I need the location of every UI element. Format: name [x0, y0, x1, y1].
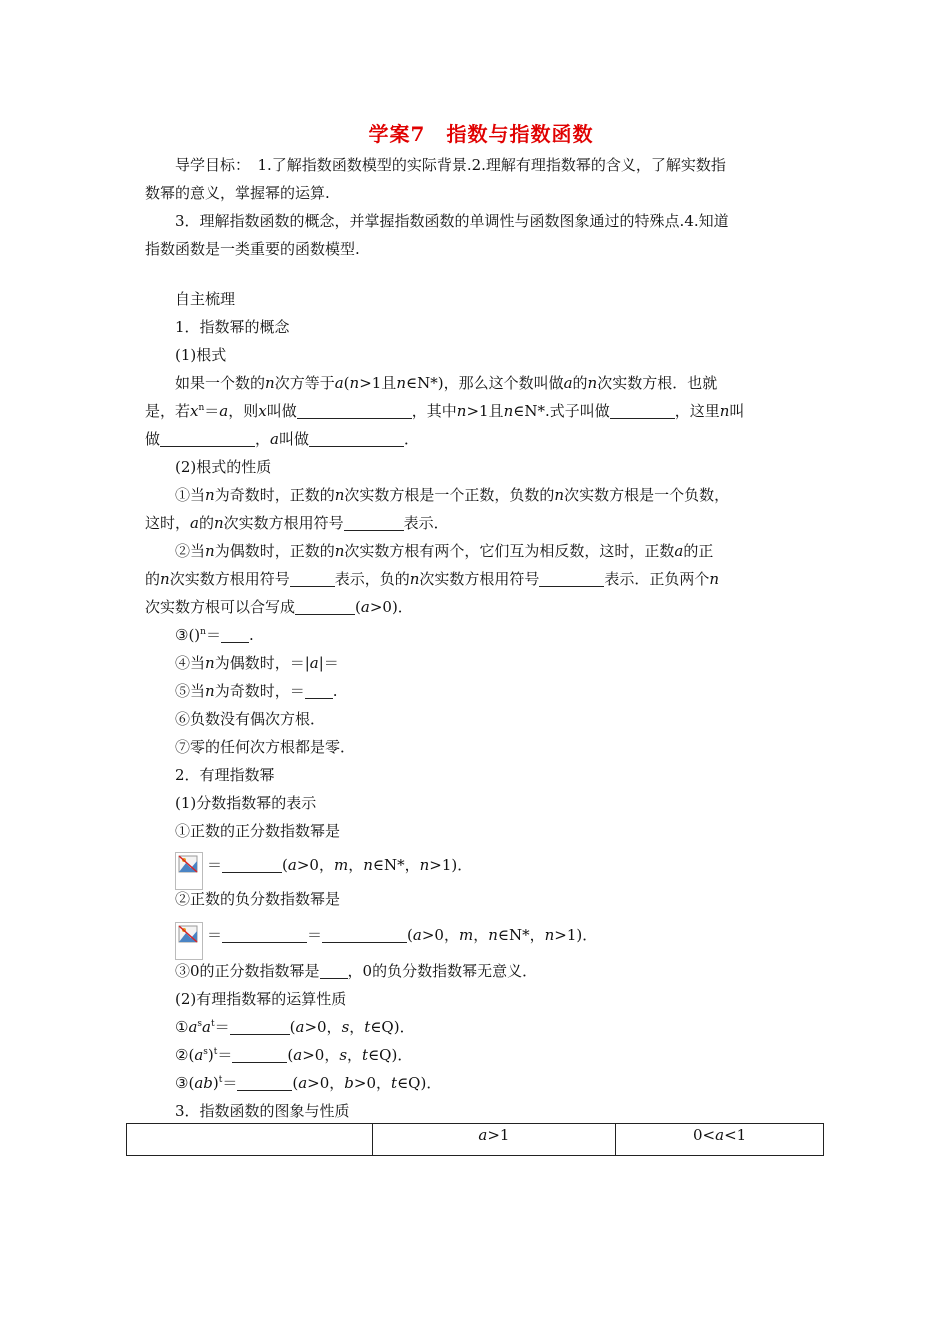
operation-3: ③(ab)$^t$＝ (a>0，b>0，t∈Q)． [175, 1074, 442, 1092]
fill-blank[interactable] [610, 402, 675, 419]
fill-blank[interactable] [290, 570, 335, 587]
page-title: 学案7 指数与指数函数 [368, 122, 594, 146]
property-2-line-3: 次实数方根可以合写成 (a>0)． [145, 598, 413, 616]
property-2-line-1: ②当n为偶数时，正数的n次实数方根有两个，它们互为相反数，这时，正数a的正 [175, 542, 714, 560]
properties-table [126, 1123, 824, 1156]
s3-heading: 3．指数函数的图象与性质 [175, 1102, 350, 1120]
table-header-empty [127, 1124, 373, 1156]
property-2-line-2: 的n次实数方根用符号 表示，负的n次实数方根用符号 表示．正负两个n [145, 570, 720, 588]
goals-line-1: 导学目标： 1.了解指数函数模型的实际背景.2.理解有理指数幂的含义，了解实数指 [175, 156, 726, 174]
broken-image-icon [175, 922, 203, 960]
operation-1: $①a^sa^t= (a>0$，s，t∈Q)． [175, 1018, 415, 1036]
fill-blank[interactable] [237, 1074, 292, 1091]
root-definition-line-2: 是，若$x^n=a$，则x叫做 ，其中n>1且n∈N*.式子叫做 ，这里n叫 [145, 402, 745, 420]
fill-blank[interactable] [297, 402, 412, 419]
property-4: ④当n为偶数时，＝|a|＝ [175, 654, 339, 672]
s2-heading: 2．有理指数幂 [175, 766, 275, 784]
property-1-line-2: 这时，a的n次实数方根用符号 表示． [145, 514, 449, 532]
fill-blank[interactable] [230, 1018, 290, 1035]
s1-sub1: (1)根式 [175, 346, 227, 364]
s2-sub1: (1)分数指数幂的表示 [175, 794, 317, 812]
fill-blank[interactable] [539, 570, 604, 587]
rule-1: ①正数的正分数指数幂是 [175, 822, 341, 840]
property-1-line-1: ①当n为奇数时，正数的n次实数方根是一个正数，负数的n次实数方根是一个负数， [175, 486, 730, 504]
fill-blank[interactable] [222, 856, 282, 873]
section-zizhu: 自主梳理 [175, 290, 236, 308]
root-definition-line-3: 做 ，a叫做 ． [145, 430, 420, 448]
property-3: ③()$^n$＝ . [175, 626, 254, 644]
document-page [145, 118, 817, 1125]
goals-line-2: 数幂的意义，掌握幂的运算. [145, 184, 330, 202]
equation-positive-fraction: ＝ (a>0，m，n∈N*，n>1)． [145, 845, 817, 885]
fill-blank[interactable] [160, 430, 255, 447]
fill-blank[interactable] [221, 626, 249, 643]
rule-3: ③0的正分数指数幂是 ，0的负分数指数幂无意义． [175, 962, 538, 980]
equation-negative-fraction: ＝ ＝ (a>0，m，n∈N*，n>1)． [145, 913, 817, 957]
s1-sub2: (2)根式的性质 [175, 458, 272, 476]
table-header-a-between-0-1: 0<a<1 [616, 1124, 824, 1156]
s1-heading: 1．指数幂的概念 [175, 318, 290, 336]
root-definition-line-1: 如果一个数的n次方等于a(n>1且n∈N*)，那么这个数叫做a的n次实数方根．也就 [175, 374, 718, 392]
fill-blank[interactable] [305, 682, 333, 699]
fill-blank[interactable] [344, 514, 404, 531]
fill-blank[interactable] [232, 1046, 287, 1063]
fill-blank[interactable] [320, 962, 348, 979]
fill-blank[interactable] [309, 430, 404, 447]
goals-line-3: 3．理解指数函数的概念，并掌握指数函数的单调性与函数图象通过的特殊点.4.知道 [175, 212, 729, 230]
table-row [127, 1124, 824, 1156]
broken-image-icon [175, 852, 203, 890]
fill-blank[interactable] [222, 926, 307, 943]
operation-2: $②(a^s)^t= (a>0$，s，t∈Q)． [175, 1046, 413, 1064]
s2-sub2: (2)有理指数幂的运算性质 [175, 990, 347, 1008]
property-7: ⑦零的任何次方根都是零． [175, 738, 356, 756]
property-5: ⑤当n为奇数时，＝ . [175, 682, 338, 700]
fill-blank[interactable] [295, 598, 355, 615]
rule-2: ②正数的负分数指数幂是 [175, 890, 341, 908]
fill-blank[interactable] [322, 926, 407, 943]
property-6: ⑥负数没有偶次方根． [175, 710, 326, 728]
goals-line-4: 指数函数是一类重要的函数模型. [145, 240, 360, 258]
table-header-a-greater-1: a>1 [372, 1124, 616, 1156]
